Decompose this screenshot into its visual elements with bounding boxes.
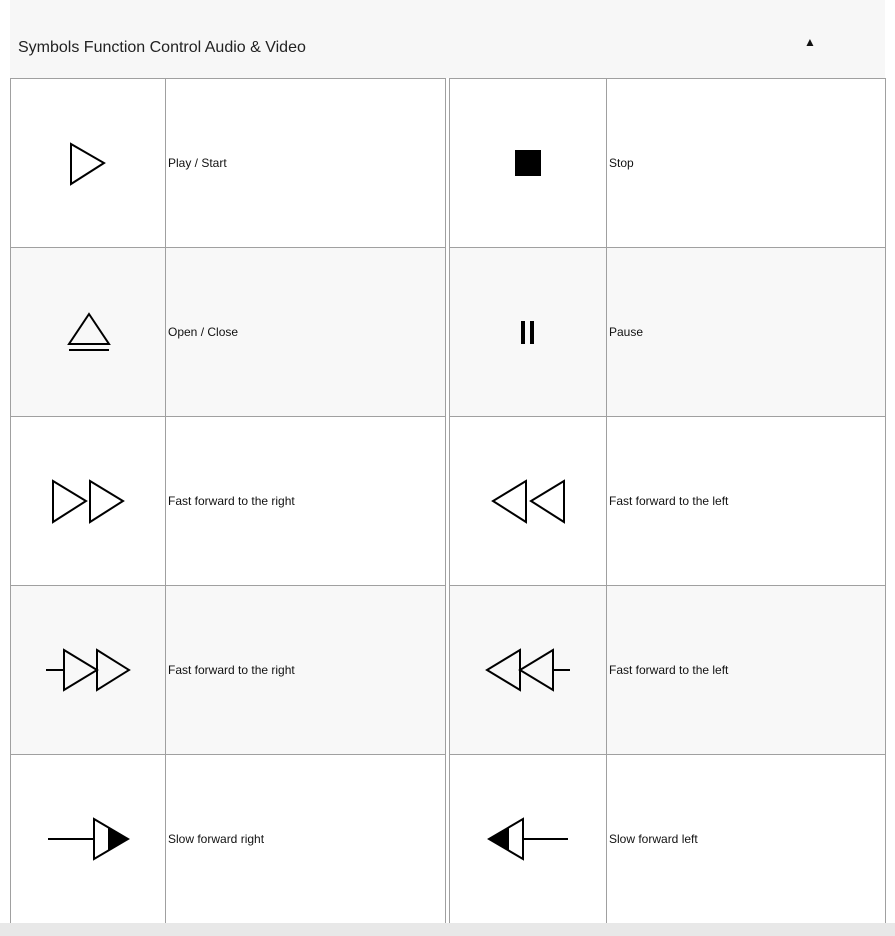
table-row	[450, 248, 886, 417]
table-row	[450, 417, 886, 586]
symbols-table-right	[449, 78, 886, 924]
table-row	[11, 248, 446, 417]
symbol-label: Fast forward to the left	[607, 586, 886, 755]
play-icon	[38, 123, 138, 203]
eject-icon	[38, 292, 138, 372]
rewind-line-icon	[478, 630, 578, 710]
stop-icon	[478, 123, 578, 203]
symbol-label: Fast forward to the left	[607, 417, 886, 586]
pause-icon	[478, 292, 578, 372]
rewind-icon	[478, 461, 578, 541]
symbol-label: Play / Start	[166, 79, 446, 248]
fast-forward-line-icon	[38, 630, 138, 710]
table-row	[450, 755, 886, 924]
symbol-label: Open / Close	[166, 248, 446, 417]
arrow-up-icon[interactable]: ▲	[804, 35, 816, 49]
table-row	[11, 586, 446, 755]
fast-forward-icon	[38, 461, 138, 541]
slow-forward-left-icon	[478, 799, 578, 879]
page-title: Symbols Function Control Audio & Video	[18, 39, 306, 56]
page-header	[10, 0, 885, 78]
symbol-label: Slow forward right	[166, 755, 446, 924]
symbol-label: Pause	[607, 248, 886, 417]
table-row	[11, 417, 446, 586]
table-row	[450, 79, 886, 248]
slow-forward-right-icon	[38, 799, 138, 879]
symbol-label: Fast forward to the right	[166, 417, 446, 586]
table-row	[11, 79, 446, 248]
symbol-label: Slow forward left	[607, 755, 886, 924]
horizontal-scrollbar[interactable]	[0, 923, 895, 936]
symbol-label: Stop	[607, 79, 886, 248]
table-row	[11, 755, 446, 924]
symbol-label: Fast forward to the right	[166, 586, 446, 755]
symbols-table-left	[10, 78, 446, 924]
table-row	[450, 586, 886, 755]
